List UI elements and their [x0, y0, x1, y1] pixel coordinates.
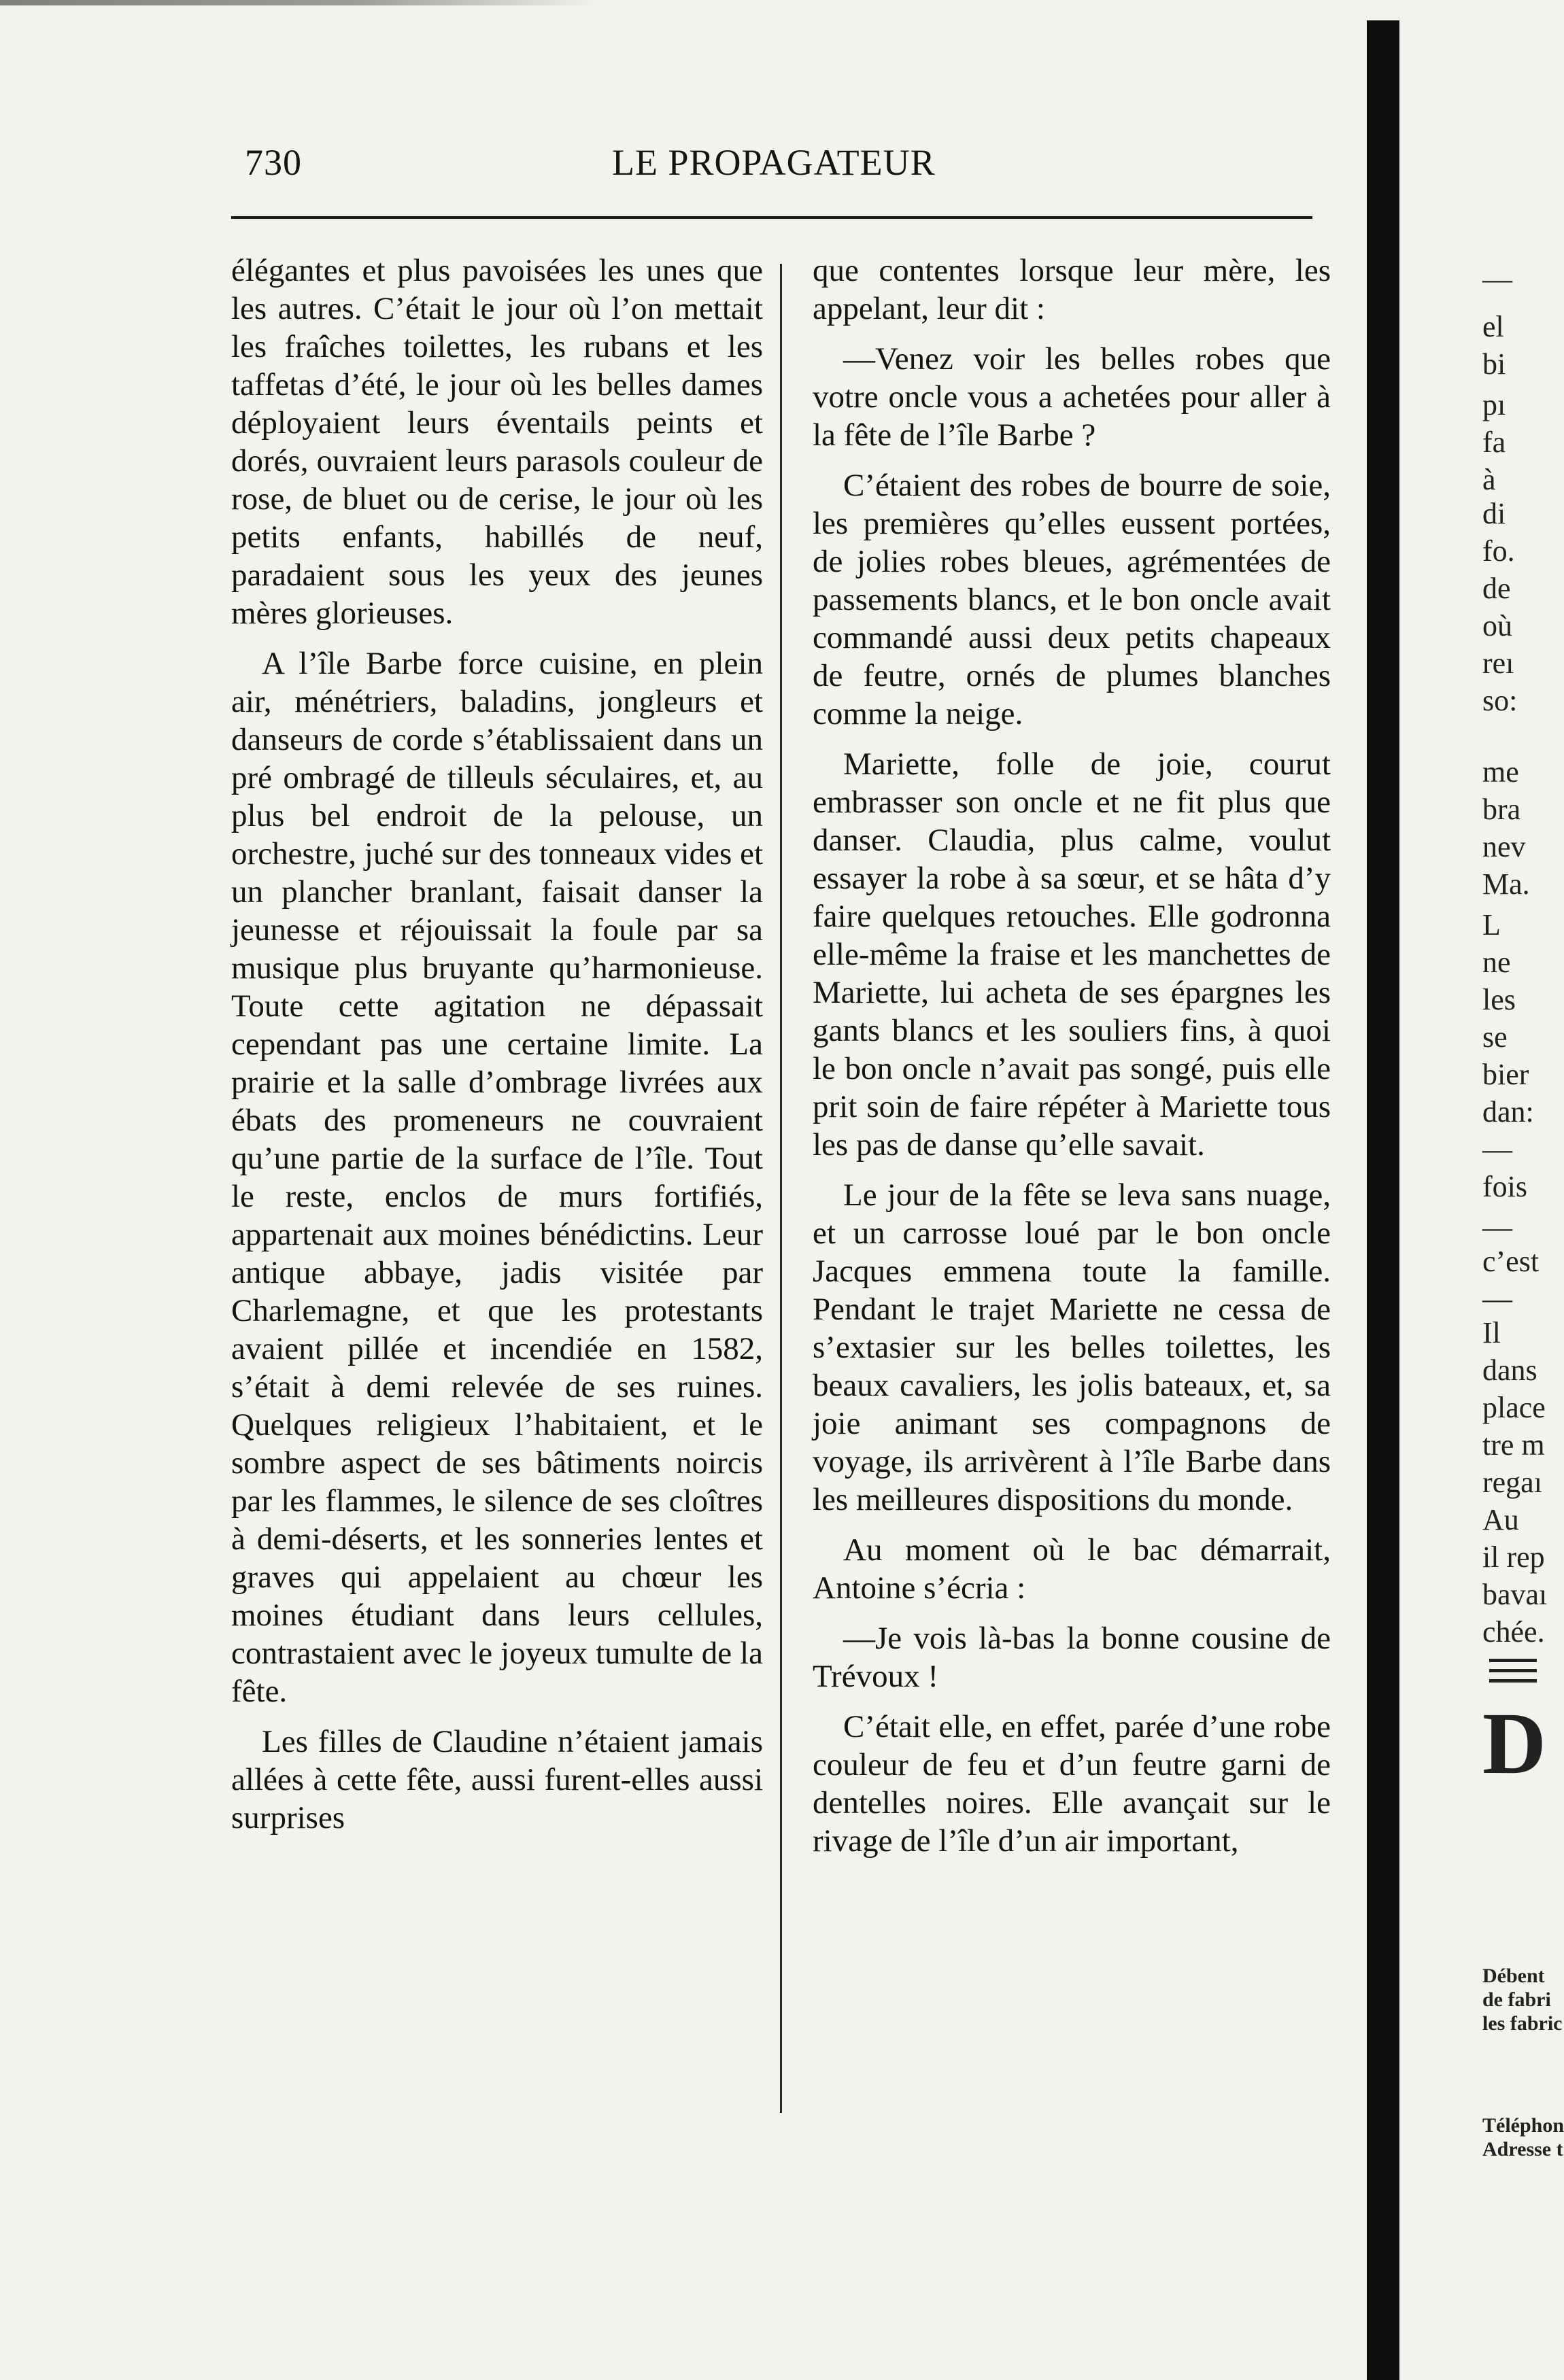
header-rule: [231, 216, 1312, 219]
page-number: 730: [245, 142, 302, 183]
adjacent-fragment: chée.: [1482, 1615, 1545, 1649]
adjacent-fragment: de fabri: [1482, 1988, 1551, 2011]
adjacent-fragment: regaı: [1482, 1466, 1542, 1499]
paragraph: Le jour de la fête se leva sans nuage, et un carrosse loué par le bon oncle Jacques emmena toute la famille. Pendant le trajet Mariette ne cessa de s’extasier sur les belles toilettes, les beaux cavaliers, les jolis bateaux, et, sa joie animant ses compagnons de voyage, ils arrivèrent à l’île Barbe dans les meilleures dispositions du monde.: [813, 1177, 1331, 1517]
adjacent-rule: [1489, 1679, 1537, 1683]
adjacent-fragment: bra: [1482, 793, 1521, 826]
adjacent-fragment: Téléphon: [1482, 2114, 1564, 2137]
adjacent-fragment: fa: [1482, 426, 1506, 459]
adjacent-fragment: —: [1482, 1211, 1512, 1244]
adjacent-initial: D: [1482, 1695, 1546, 1793]
adjacent-fragment: les: [1482, 983, 1516, 1016]
adjacent-rule: [1489, 1659, 1537, 1662]
adjacent-rule: [1489, 1669, 1537, 1672]
adjacent-fragment: —: [1482, 1133, 1512, 1166]
scan-top-edge: [0, 0, 598, 5]
paragraph: C’était elle, en effet, parée d’une robe couleur de feu et d’un feutre garni de dentelles noires. Elle avançait sur le rivage de l’île d’un air important,: [813, 1709, 1331, 1859]
adjacent-fragment: place: [1482, 1391, 1546, 1424]
paragraph: A l’île Barbe force cuisine, en plein air, ménétriers, baladins, jongleurs et danseurs de corde s’établissaient dans un pré ombragé de tilleuls séculaires, et, au plus bel endroit de la pelouse, un orchestre, juché sur des tonneaux vides et un plancher branlant, faisait danser la jeunesse et réjouissait la foule par sa musique plus bruyante qu’harmonieuse. Toute cette agitation ne dépassait cependant pas une certaine limite. La prairie et la salle d’ombrage livrées aux ébats des promeneurs ne couvraient qu’une partie de la surface de l’île. Tout le reste, enclos de murs fortifiés, appartenait aux moines bénédictins. Leur antique abbaye, jadis visitée par Charlemagne, et que les protestants avaient pillée et incendiée en 1582, s’était à demi relevée de ses ruines. Quelques religieux l’habitaient, et le sombre aspect de ses bâtiments noircis par les flammes, le silence de ses cloîtres à demi-déserts, et les sonneries lentes et graves qui appelaient au chœur les moines étudiant dans leurs cellules, contrastaient avec le joyeux tumulte de la fête.: [231, 646, 763, 1709]
adjacent-fragment: fois: [1482, 1170, 1527, 1203]
adjacent-fragment: tre m: [1482, 1428, 1545, 1462]
adjacent-fragment: ne: [1482, 946, 1511, 979]
adjacent-fragment: di: [1482, 497, 1506, 530]
adjacent-fragment: nev: [1482, 830, 1526, 863]
paragraph: Au moment où le bac démarrait, Antoine s’écria :: [813, 1532, 1331, 1606]
adjacent-fragment: de: [1482, 572, 1511, 605]
adjacent-fragment: Au: [1482, 1503, 1519, 1536]
adjacent-fragment: se: [1482, 1020, 1508, 1054]
adjacent-fragment: el: [1482, 310, 1504, 343]
adjacent-fragment: dan:: [1482, 1095, 1534, 1128]
adjacent-fragment: Débent: [1482, 1965, 1545, 1987]
adjacent-fragment: dans: [1482, 1353, 1537, 1387]
adjacent-fragment: —: [1482, 1282, 1512, 1315]
column-divider: [780, 264, 782, 2113]
paragraph: que contentes lorsque leur mère, les appelant, leur dit :: [813, 253, 1331, 326]
adjacent-fragment: —: [1482, 262, 1512, 296]
adjacent-fragment: bi: [1482, 347, 1506, 381]
adjacent-fragment: fo.: [1482, 534, 1515, 568]
page-header: [231, 141, 1360, 189]
paragraph: —Je vois là-bas la bonne cousine de Trévoux !: [813, 1621, 1331, 1694]
adjacent-fragment: les fabric: [1482, 2012, 1563, 2035]
running-title: LE PROPAGATEUR: [612, 142, 936, 183]
adjacent-fragment: à: [1482, 463, 1496, 496]
adjacent-fragment: Adresse t: [1482, 2138, 1563, 2160]
adjacent-fragment: Ma.: [1482, 867, 1530, 901]
paragraph: Les filles de Claudine n’étaient jamais allées à cette fête, aussi furent-elles aussi surprises: [231, 1724, 763, 1835]
paragraph: Mariette, folle de joie, courut embrasser son oncle et ne fit plus que danser. Claudia, plus calme, voulut essayer la robe à sa sœur, et se hâta d’y faire quelques retouches. Elle godronna elle-même la fraise et les manchettes de Mariette, lui acheta de ses épargnes les gants blancs et les souliers fins, à quoi le bon oncle n’avait pas songé, puis elle prit soin de faire répéter à Mariette tous les pas de danse qu’elle savait.: [813, 746, 1331, 1162]
adjacent-fragment: bier: [1482, 1058, 1529, 1091]
paragraph: élégantes et plus pavoisées les unes que les autres. C’était le jour où l’on mettait les fraîches toilettes, les rubans et les taffetas d’été, le jour où les belles dames déployaient leurs éventails peints et dorés, ouvraient leurs parasols couleur de rose, de bluet ou de cerise, le jour où les petits enfants, habillés de neuf, paradaient sous les yeux des jeunes mères glorieuses.: [231, 253, 763, 631]
adjacent-fragment: reı: [1482, 646, 1514, 680]
paragraph: —Venez voir les belles robes que votre oncle vous a achetées pour aller à la fête de l’île Barbe ?: [813, 341, 1331, 453]
adjacent-fragment: il rep: [1482, 1540, 1545, 1574]
adjacent-fragment: so:: [1482, 684, 1518, 717]
adjacent-fragment: Il: [1482, 1316, 1501, 1349]
left-column: [231, 252, 763, 1849]
adjacent-fragment: c’est: [1482, 1245, 1540, 1278]
adjacent-fragment: L: [1482, 908, 1501, 942]
adjacent-fragment: où: [1482, 609, 1512, 642]
adjacent-fragment: me: [1482, 755, 1519, 789]
adjacent-fragment: bavaı: [1482, 1578, 1548, 1611]
paragraph: C’étaient des robes de bourre de soie, les premières qu’elles eussent portées, de jolies robes bleues, agrémentées de passements blancs, et le bon oncle avait commandé aussi deux petits chapeaux de feutre, ornés de plumes blanches comme la neige.: [813, 468, 1331, 731]
right-column: [813, 252, 1331, 1872]
adjacent-fragment: pı: [1482, 388, 1506, 421]
